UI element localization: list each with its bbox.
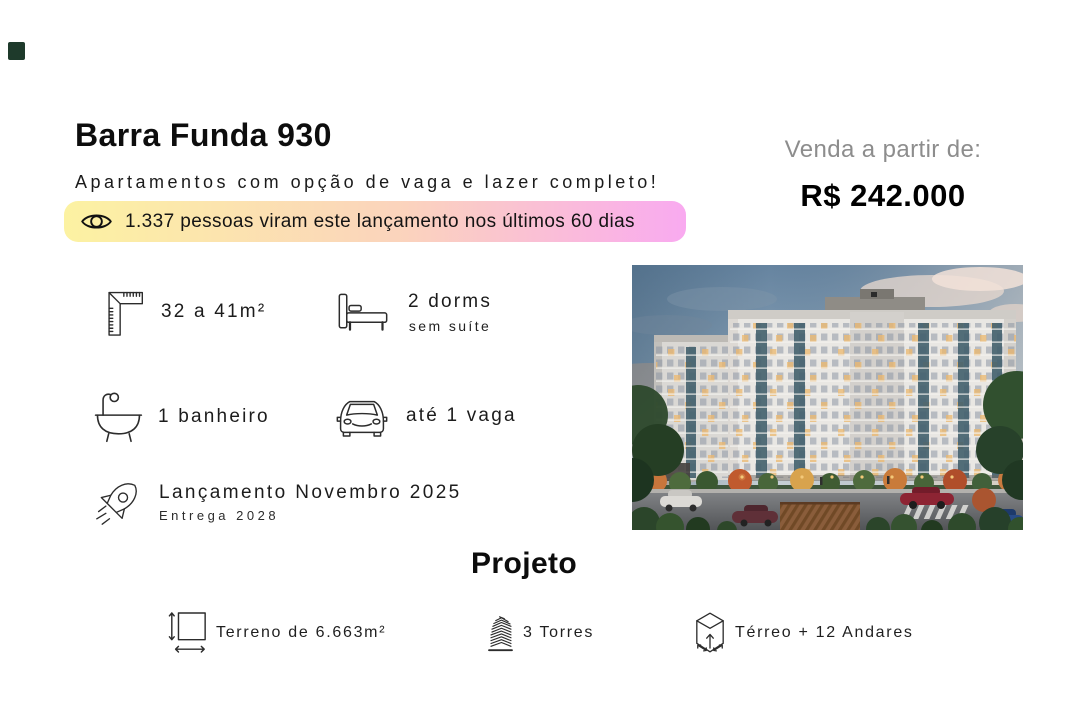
page-title: Barra Funda 930 [75,117,332,153]
feature-launch-text [159,482,462,523]
building-render-image [632,265,1023,530]
eye-icon [80,211,113,232]
bed-icon [337,291,389,333]
feature-bathroom [90,388,270,446]
price-value: R$ 242.000 [800,178,966,213]
bathtub-icon [90,389,146,445]
towers-icon [486,613,515,653]
views-badge [64,201,686,242]
feature-dorms-label: 2 dorms [408,290,493,312]
feature-launch-sublabel: Entrega 2028 [159,507,280,523]
floors-icon [694,610,726,656]
land-area-icon [168,611,208,655]
page-subtitle: Apartamentos com opção de vaga e lazer completo! [75,172,660,192]
project-item-towers-label: 3 Torres [523,624,595,641]
project-heading: Projeto [471,547,578,580]
building-render-scene [632,265,1023,530]
feature-dorms-text [408,291,492,334]
project-item-land [168,610,386,656]
feature-parking [335,392,517,440]
price-label: Venda a partir de: [784,136,982,163]
feature-area-label: 32 a 41m² [161,301,267,322]
views-badge-text: 1.337 pessoas viram este lançamento nos últimos 60 dias [125,210,635,232]
price-block [737,136,1029,214]
feature-dorms-sublabel: sem suíte [408,317,492,334]
feature-launch-label: Lançamento Novembro 2025 [159,481,462,503]
ruler-icon [100,288,144,336]
brand-corner-mark [8,42,25,60]
feature-launch [95,476,462,528]
feature-area [100,288,266,336]
project-item-land-label: Terreno de 6.663m² [216,624,387,641]
project-item-towers [486,610,594,656]
project-item-floors-label: Térreo + 12 Andares [735,624,914,641]
project-item-floors [694,610,914,656]
feature-bathroom-label: 1 banheiro [158,406,270,427]
car-icon [335,394,389,439]
feature-parking-label: até 1 vaga [406,405,517,426]
feature-dorms [337,288,492,336]
rocket-icon [95,479,142,526]
